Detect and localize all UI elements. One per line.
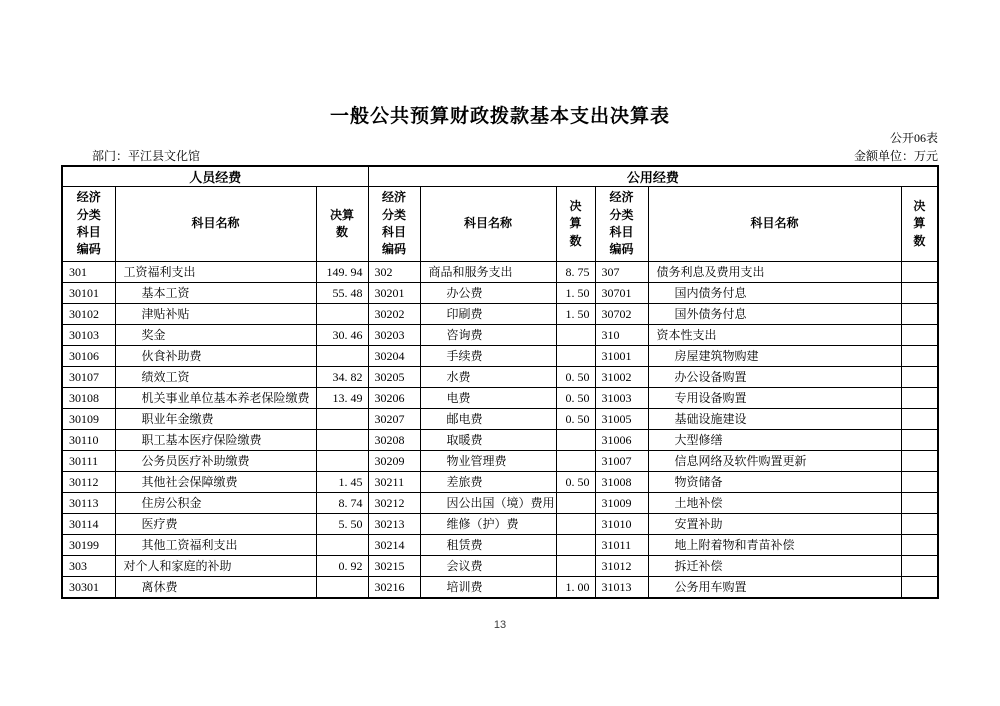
name-cell: 公务员医疗补助缴费 bbox=[115, 451, 316, 472]
name-cell: 维修（护）费 bbox=[420, 514, 556, 535]
value-cell bbox=[316, 346, 368, 367]
name-cell: 水费 bbox=[420, 367, 556, 388]
name-cell: 基础设施建设 bbox=[648, 409, 901, 430]
name-cell: 拆迁补偿 bbox=[648, 556, 901, 577]
value-cell bbox=[316, 451, 368, 472]
value-cell: 5. 50 bbox=[316, 514, 368, 535]
name-cell: 医疗费 bbox=[115, 514, 316, 535]
code-cell: 303 bbox=[62, 556, 115, 577]
value-cell bbox=[556, 325, 595, 346]
value-cell: 1. 50 bbox=[556, 283, 595, 304]
name-cell: 公务用车购置 bbox=[648, 577, 901, 599]
code-cell: 302 bbox=[368, 262, 420, 283]
table-row bbox=[62, 556, 938, 577]
name-cell: 机关事业单位基本养老保险缴费 bbox=[115, 388, 316, 409]
value-cell bbox=[901, 346, 938, 367]
code-cell: 30701 bbox=[595, 283, 648, 304]
name-cell: 职业年金缴费 bbox=[115, 409, 316, 430]
value-cell bbox=[556, 346, 595, 367]
column-header-code-a bbox=[62, 187, 115, 262]
name-cell: 基本工资 bbox=[115, 283, 316, 304]
name-cell: 绩效工资 bbox=[115, 367, 316, 388]
column-header-name-b: 科目名称 bbox=[420, 187, 556, 262]
column-header-row bbox=[62, 187, 938, 262]
name-cell: 取暖费 bbox=[420, 430, 556, 451]
value-cell bbox=[316, 535, 368, 556]
code-cell: 31003 bbox=[595, 388, 648, 409]
name-cell: 债务利息及费用支出 bbox=[648, 262, 901, 283]
value-cell bbox=[901, 514, 938, 535]
name-cell: 其他工资福利支出 bbox=[115, 535, 316, 556]
value-cell: 1. 00 bbox=[556, 577, 595, 599]
code-cell: 301 bbox=[62, 262, 115, 283]
value-cell bbox=[901, 325, 938, 346]
column-header-code-b bbox=[368, 187, 420, 262]
name-cell: 资本性支出 bbox=[648, 325, 901, 346]
name-cell: 电费 bbox=[420, 388, 556, 409]
value-cell bbox=[316, 577, 368, 599]
code-cell: 30212 bbox=[368, 493, 420, 514]
value-cell: 149. 94 bbox=[316, 262, 368, 283]
name-cell: 国外债务付息 bbox=[648, 304, 901, 325]
table-row bbox=[62, 262, 938, 283]
name-cell: 物业管理费 bbox=[420, 451, 556, 472]
code-cell: 30207 bbox=[368, 409, 420, 430]
table-body bbox=[62, 262, 938, 599]
name-cell: 伙食补助费 bbox=[115, 346, 316, 367]
code-cell: 30301 bbox=[62, 577, 115, 599]
value-cell bbox=[901, 535, 938, 556]
name-cell: 其他社会保障缴费 bbox=[115, 472, 316, 493]
page-number: 13 bbox=[493, 619, 507, 631]
column-header-name-a: 科目名称 bbox=[115, 187, 316, 262]
code-cell: 31012 bbox=[595, 556, 648, 577]
name-cell: 办公费 bbox=[420, 283, 556, 304]
name-cell: 房屋建筑物购建 bbox=[648, 346, 901, 367]
code-cell: 31007 bbox=[595, 451, 648, 472]
column-header-code-a-text: 经济分类科目编码 bbox=[76, 190, 101, 257]
code-cell: 30106 bbox=[62, 346, 115, 367]
code-cell: 30201 bbox=[368, 283, 420, 304]
name-cell: 住房公积金 bbox=[115, 493, 316, 514]
value-cell: 55. 48 bbox=[316, 283, 368, 304]
code-cell: 30109 bbox=[62, 409, 115, 430]
table-row bbox=[62, 535, 938, 556]
table-row bbox=[62, 493, 938, 514]
code-cell: 31013 bbox=[595, 577, 648, 599]
column-header-value-b bbox=[556, 187, 595, 262]
page-title: 一般公共预算财政拨款基本支出决算表 bbox=[329, 106, 670, 127]
code-cell: 30114 bbox=[62, 514, 115, 535]
code-cell: 30108 bbox=[62, 388, 115, 409]
code-cell: 30110 bbox=[62, 430, 115, 451]
name-cell: 专用设备购置 bbox=[648, 388, 901, 409]
table-row bbox=[62, 367, 938, 388]
meta-row bbox=[62, 147, 938, 164]
value-cell: 8. 75 bbox=[556, 262, 595, 283]
value-cell bbox=[556, 430, 595, 451]
code-cell: 30107 bbox=[62, 367, 115, 388]
value-cell bbox=[556, 556, 595, 577]
name-cell: 大型修缮 bbox=[648, 430, 901, 451]
code-cell: 31002 bbox=[595, 367, 648, 388]
table-row bbox=[62, 325, 938, 346]
section-header-row bbox=[62, 166, 938, 187]
code-cell: 310 bbox=[595, 325, 648, 346]
column-header-value-c bbox=[901, 187, 938, 262]
name-cell: 离休费 bbox=[115, 577, 316, 599]
value-cell: 1. 50 bbox=[556, 304, 595, 325]
name-cell: 信息网络及软件购置更新 bbox=[648, 451, 901, 472]
name-cell: 工资福利支出 bbox=[115, 262, 316, 283]
name-cell: 商品和服务支出 bbox=[420, 262, 556, 283]
code-cell: 30215 bbox=[368, 556, 420, 577]
value-cell bbox=[901, 409, 938, 430]
value-cell bbox=[901, 472, 938, 493]
value-cell bbox=[901, 451, 938, 472]
name-cell: 咨询费 bbox=[420, 325, 556, 346]
name-cell: 国内债务付息 bbox=[648, 283, 901, 304]
code-cell: 307 bbox=[595, 262, 648, 283]
value-cell: 0. 92 bbox=[316, 556, 368, 577]
value-cell bbox=[901, 304, 938, 325]
value-cell bbox=[901, 493, 938, 514]
name-cell: 安置补助 bbox=[648, 514, 901, 535]
code-cell: 30209 bbox=[368, 451, 420, 472]
value-cell bbox=[901, 262, 938, 283]
name-cell: 邮电费 bbox=[420, 409, 556, 430]
value-cell: 0. 50 bbox=[556, 367, 595, 388]
code-cell: 31009 bbox=[595, 493, 648, 514]
table-row bbox=[62, 346, 938, 367]
name-cell: 物资储备 bbox=[648, 472, 901, 493]
code-cell: 30112 bbox=[62, 472, 115, 493]
table-row bbox=[62, 409, 938, 430]
code-cell: 30213 bbox=[368, 514, 420, 535]
code-cell: 30101 bbox=[62, 283, 115, 304]
form-code-label: 公开06表 bbox=[889, 131, 938, 145]
column-header-value-a bbox=[316, 187, 368, 262]
name-cell: 奖金 bbox=[115, 325, 316, 346]
value-cell bbox=[901, 577, 938, 599]
code-cell: 30102 bbox=[62, 304, 115, 325]
name-cell: 手续费 bbox=[420, 346, 556, 367]
code-cell: 31005 bbox=[595, 409, 648, 430]
code-cell: 31011 bbox=[595, 535, 648, 556]
code-cell: 30702 bbox=[595, 304, 648, 325]
table-row bbox=[62, 283, 938, 304]
column-header-code-c-text: 经济分类科目编码 bbox=[609, 190, 634, 257]
budget-table bbox=[61, 165, 939, 599]
table-row bbox=[62, 304, 938, 325]
value-cell bbox=[901, 283, 938, 304]
table-row bbox=[62, 430, 938, 451]
value-cell: 8. 74 bbox=[316, 493, 368, 514]
value-cell: 0. 50 bbox=[556, 388, 595, 409]
code-cell: 30113 bbox=[62, 493, 115, 514]
value-cell bbox=[901, 388, 938, 409]
name-cell: 培训费 bbox=[420, 577, 556, 599]
code-cell: 30208 bbox=[368, 430, 420, 451]
value-cell bbox=[556, 514, 595, 535]
table-row bbox=[62, 472, 938, 493]
name-cell: 对个人和家庭的补助 bbox=[115, 556, 316, 577]
code-cell: 30204 bbox=[368, 346, 420, 367]
code-cell: 30214 bbox=[368, 535, 420, 556]
name-cell: 地上附着物和青苗补偿 bbox=[648, 535, 901, 556]
value-cell bbox=[316, 409, 368, 430]
code-cell: 30216 bbox=[368, 577, 420, 599]
name-cell: 办公设备购置 bbox=[648, 367, 901, 388]
code-cell: 31001 bbox=[595, 346, 648, 367]
value-cell bbox=[556, 493, 595, 514]
table-row bbox=[62, 388, 938, 409]
value-cell bbox=[901, 556, 938, 577]
column-header-code-c bbox=[595, 187, 648, 262]
value-cell bbox=[901, 367, 938, 388]
department-label: 部门：平江县文化馆 bbox=[92, 149, 201, 163]
table-row bbox=[62, 577, 938, 599]
value-cell: 34. 82 bbox=[316, 367, 368, 388]
section-header-personnel: 人员经费 bbox=[62, 166, 368, 187]
value-cell bbox=[316, 430, 368, 451]
value-cell bbox=[556, 451, 595, 472]
value-cell: 0. 50 bbox=[556, 409, 595, 430]
code-cell: 30103 bbox=[62, 325, 115, 346]
code-cell: 30199 bbox=[62, 535, 115, 556]
value-cell: 1. 45 bbox=[316, 472, 368, 493]
column-header-value-c-text: 决算数 bbox=[913, 198, 926, 248]
code-cell: 30211 bbox=[368, 472, 420, 493]
table-row bbox=[62, 514, 938, 535]
name-cell: 土地补偿 bbox=[648, 493, 901, 514]
value-cell bbox=[316, 304, 368, 325]
name-cell: 会议费 bbox=[420, 556, 556, 577]
value-cell: 30. 46 bbox=[316, 325, 368, 346]
name-cell: 因公出国（境）费用 bbox=[420, 493, 556, 514]
code-cell: 31010 bbox=[595, 514, 648, 535]
column-header-name-c: 科目名称 bbox=[648, 187, 901, 262]
unit-label: 金额单位：万元 bbox=[853, 149, 938, 163]
name-cell: 津贴补贴 bbox=[115, 304, 316, 325]
code-cell: 30203 bbox=[368, 325, 420, 346]
value-cell bbox=[901, 430, 938, 451]
code-cell: 30205 bbox=[368, 367, 420, 388]
value-cell bbox=[556, 535, 595, 556]
column-header-value-a-text: 决算数 bbox=[330, 207, 355, 239]
name-cell: 差旅费 bbox=[420, 472, 556, 493]
value-cell: 0. 50 bbox=[556, 472, 595, 493]
code-cell: 30111 bbox=[62, 451, 115, 472]
name-cell: 租赁费 bbox=[420, 535, 556, 556]
column-header-code-b-text: 经济分类科目编码 bbox=[382, 190, 407, 257]
value-cell: 13. 49 bbox=[316, 388, 368, 409]
name-cell: 职工基本医疗保险缴费 bbox=[115, 430, 316, 451]
name-cell: 印刷费 bbox=[420, 304, 556, 325]
code-cell: 31008 bbox=[595, 472, 648, 493]
code-cell: 31006 bbox=[595, 430, 648, 451]
code-cell: 30206 bbox=[368, 388, 420, 409]
code-cell: 30202 bbox=[368, 304, 420, 325]
section-header-public: 公用经费 bbox=[368, 166, 938, 187]
column-header-value-b-text: 决算数 bbox=[569, 198, 582, 248]
table-row bbox=[62, 451, 938, 472]
